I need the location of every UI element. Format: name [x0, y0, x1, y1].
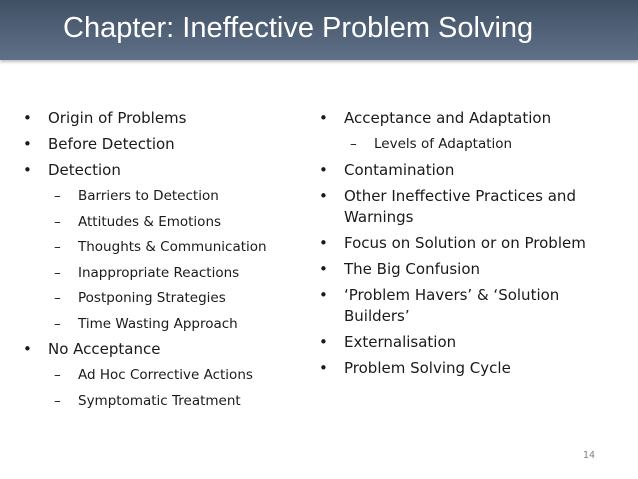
- bullet-text: Contamination: [344, 160, 455, 179]
- sub-bullet-item: [318, 134, 618, 154]
- bullet-text: Barriers to Detection: [78, 188, 219, 204]
- bullet-text: No Acceptance: [48, 340, 161, 358]
- bullet-dot-icon: •: [23, 340, 32, 358]
- bullet-text: Time Wasting Approach: [78, 315, 238, 332]
- bullet-item: [318, 233, 618, 254]
- sub-bullet-item: [22, 365, 312, 385]
- left-bullet-list: [22, 108, 312, 416]
- bullet-item: [22, 160, 312, 181]
- bullet-text: Focus on Solution or on Problem: [344, 233, 586, 252]
- bullet-text: ‘Problem Havers’ & ‘Solution Builders’: [344, 285, 560, 325]
- slide-title: Chapter: Ineffective Problem Solving: [63, 12, 534, 44]
- bullet-item: [318, 108, 618, 129]
- page-number: 14: [583, 450, 596, 461]
- sub-bullet-item: [22, 186, 312, 206]
- bullet-item: [22, 339, 312, 360]
- dash-icon: –: [54, 264, 61, 281]
- bullet-text: Postponing Strategies: [78, 290, 226, 306]
- bullet-text: Ad Hoc Corrective Actions: [78, 367, 253, 383]
- bullet-item: [318, 186, 618, 228]
- bullet-text: Externalisation: [344, 332, 457, 351]
- dash-icon: –: [54, 188, 61, 204]
- dash-icon: –: [350, 136, 357, 152]
- bullet-dot-icon: •: [319, 109, 328, 127]
- right-bullet-list: [318, 108, 618, 384]
- sub-bullet-item: [22, 391, 312, 411]
- bullet-text: Origin of Problems: [48, 109, 187, 127]
- bullet-item: [318, 259, 618, 280]
- bullet-item: [318, 285, 618, 327]
- bullet-text: Attitudes & Emotions: [78, 213, 222, 230]
- bullet-text: Thoughts & Communication: [78, 239, 267, 255]
- bullet-text: Detection: [48, 161, 121, 179]
- bullet-item: [318, 358, 618, 379]
- bullet-item: [318, 332, 618, 353]
- bullet-dot-icon: •: [319, 358, 328, 377]
- dash-icon: –: [54, 392, 61, 409]
- bullet-dot-icon: •: [319, 259, 328, 278]
- bullet-dot-icon: •: [319, 285, 328, 304]
- title-bar: [0, 0, 638, 60]
- sub-bullet-item: [22, 212, 312, 232]
- bullet-dot-icon: •: [23, 135, 32, 153]
- bullet-text: Acceptance and Adaptation: [344, 109, 552, 127]
- bullet-dot-icon: •: [319, 233, 328, 252]
- sub-bullet-item: [22, 288, 312, 308]
- bullet-text: The Big Confusion: [344, 259, 481, 278]
- bullet-dot-icon: •: [319, 332, 328, 351]
- dash-icon: –: [54, 315, 61, 332]
- bullet-text: Symptomatic Treatment: [78, 392, 241, 409]
- bullet-dot-icon: •: [23, 109, 32, 127]
- sub-bullet-item: [22, 314, 312, 334]
- bullet-dot-icon: •: [23, 161, 32, 179]
- dash-icon: –: [54, 367, 61, 383]
- bullet-item: [22, 108, 312, 129]
- sub-bullet-item: [22, 237, 312, 257]
- sub-bullet-item: [22, 263, 312, 283]
- dash-icon: –: [54, 239, 61, 255]
- bullet-item: [318, 160, 618, 181]
- bullet-dot-icon: •: [319, 186, 328, 205]
- bullet-dot-icon: •: [319, 160, 328, 179]
- bullet-text: Other Ineffective Practices and Warnings: [344, 186, 576, 226]
- bullet-item: [22, 134, 312, 155]
- bullet-text: Before Detection: [48, 135, 175, 153]
- bullet-text: Inappropriate Reactions: [78, 264, 240, 281]
- bullet-text: Levels of Adaptation: [374, 136, 513, 152]
- dash-icon: –: [54, 213, 61, 230]
- bullet-text: Problem Solving Cycle: [344, 358, 511, 377]
- dash-icon: –: [54, 290, 61, 306]
